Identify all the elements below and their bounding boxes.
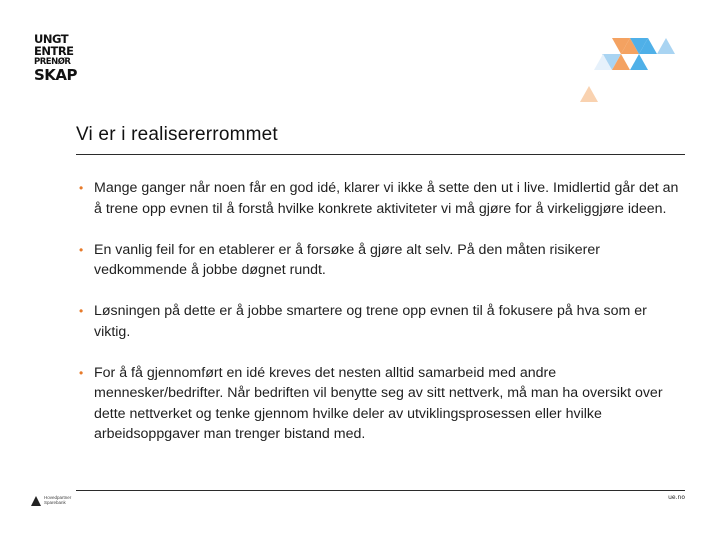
bullet-list xyxy=(76,178,684,465)
logo-line-1: UNGT xyxy=(34,32,69,46)
bullet-text: For å få gjennomført en idé kreves det nesten alltid samarbeid med andre mennesker/bedrifter. Når bedriften vil benytte seg av sitt nettverk, må man ha oversikt over dette nettverket og tenke gjennom hvilke deler av utviklingsprosessen eller hvilke arbeidsoppgaver man trenger bistand med. xyxy=(94,364,663,442)
decorative-triangles-graphic xyxy=(570,30,690,110)
sponsor-logo xyxy=(30,494,90,510)
sponsor-small-text: Hovedpartner xyxy=(44,495,72,500)
bullet-dot: • xyxy=(79,181,84,195)
sponsor-triangle-icon xyxy=(30,495,42,507)
site-url: ue.no xyxy=(668,494,685,501)
bullet-dot: • xyxy=(79,304,84,318)
bullet-item xyxy=(76,240,684,281)
bullet-dot: • xyxy=(79,365,84,380)
bullet-item xyxy=(76,301,684,342)
bullet-text: En vanlig feil for en etablerer er å forsøke å gjøre alt selv. På den måten risikerer vedkommende å jobbe døgnet rundt. xyxy=(94,241,600,278)
title-divider xyxy=(76,154,685,155)
bullet-text: Mange ganger når noen får en god idé, klarer vi ikke å sette den ut i live. Imidlertid går det an å trene opp evnen til å forstå hvilke konkrete aktiviteter vi må gjøre for å virkeliggjøre ideen. xyxy=(94,180,679,217)
footer-divider xyxy=(76,490,685,491)
deco-triangle xyxy=(630,54,648,70)
bullet-text: Løsningen på dette er å jobbe smartere og trene opp evnen til å fokusere på hva som er viktig. xyxy=(94,303,647,340)
bullet-item xyxy=(76,363,684,445)
deco-triangle xyxy=(657,38,675,54)
sponsor-text xyxy=(44,495,71,505)
bullet-dot: • xyxy=(79,242,84,257)
sponsor-name-text: Sparebank xyxy=(44,500,66,505)
logo-line-2: ENTRE xyxy=(34,43,74,58)
logo-line-3: PRENØR xyxy=(34,57,71,67)
bullet-item xyxy=(76,178,684,219)
deco-triangle xyxy=(580,86,598,102)
slide-title: Vi er i realisererrommet xyxy=(76,124,278,145)
brand-logo xyxy=(34,34,77,83)
logo-line-4: SKAP xyxy=(34,65,78,84)
